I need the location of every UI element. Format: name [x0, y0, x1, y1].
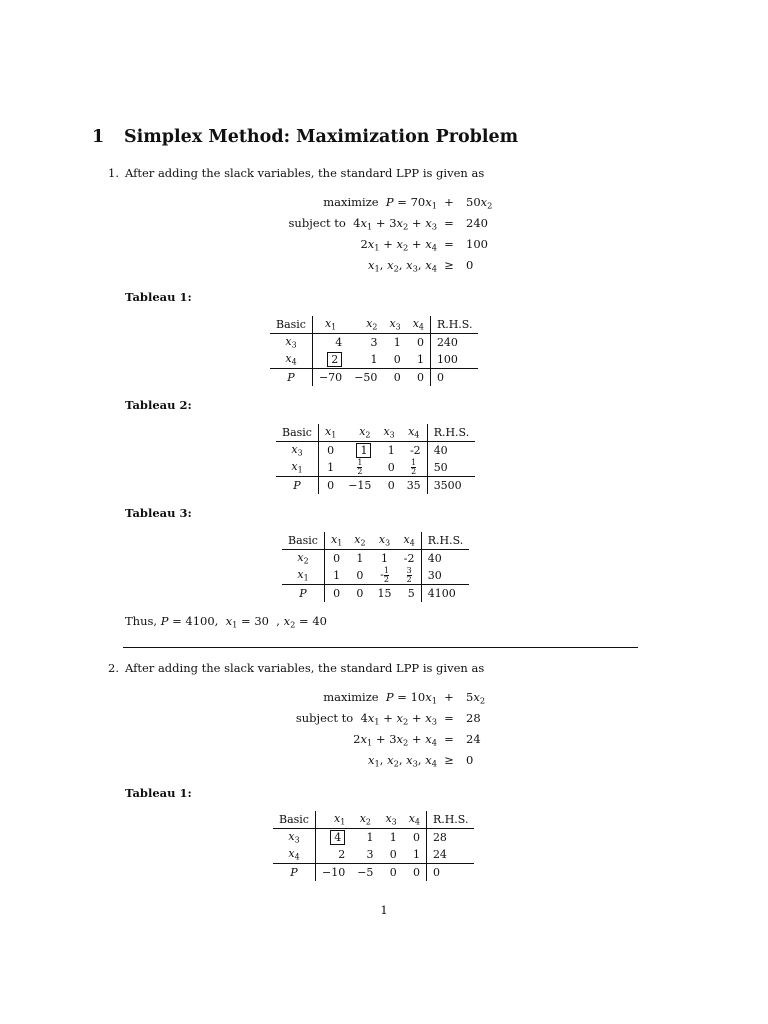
cell: 1: [387, 444, 395, 457]
cell: 0: [356, 587, 364, 600]
table-row: [282, 550, 469, 568]
cell: 3: [351, 846, 379, 864]
basic-var: $x_3$: [270, 334, 312, 352]
cell: 1: [318, 459, 342, 477]
cell: 24: [426, 846, 474, 864]
p2-tableau-1: [273, 811, 474, 881]
cell: 1: [407, 351, 431, 369]
constraint-1-lhs: subject to $4x_1 + x_2 + x_3$: [295, 711, 437, 727]
col-x1: $x_1$: [318, 424, 342, 442]
table-row: [276, 442, 475, 460]
cell: 0: [327, 479, 335, 492]
problem-1-intro: [108, 166, 485, 180]
pivot-element: 2: [327, 352, 342, 367]
cell: −70: [318, 371, 343, 384]
col-x2: $x_2$: [348, 532, 371, 550]
cell: 5: [397, 585, 421, 603]
col-x1: $x_1$: [312, 316, 348, 334]
table-row: [270, 334, 478, 352]
nonnegativity-lhs: $x_1$, $x_2$, $x_3$, $x_4$: [368, 258, 437, 274]
nonnegativity-lhs: $x_1$, $x_2$, $x_3$, $x_4$: [368, 753, 437, 769]
basic-var: P: [282, 585, 324, 603]
col-x4: $x_4$: [401, 424, 428, 442]
objective-operator: +: [444, 195, 454, 209]
cell: 3: [370, 336, 378, 349]
col-basic: Basic: [276, 424, 318, 442]
cell: 0: [387, 479, 395, 492]
objective-rhs: $50x_2$: [466, 195, 493, 211]
col-basic: Basic: [273, 811, 315, 829]
constraint-2-rhs: 24: [466, 732, 481, 746]
cell: 0: [348, 567, 371, 585]
col-basic: Basic: [270, 316, 312, 334]
col-basic: Basic: [282, 532, 324, 550]
cell: 0: [379, 846, 402, 864]
cell: 4100: [427, 587, 456, 600]
basic-var: $x_2$: [282, 550, 324, 568]
cell: 0: [403, 864, 427, 882]
p1-tableau-1-label: Tableau 1:: [125, 290, 192, 304]
col-x2: $x_2$: [348, 316, 383, 334]
cell: −15: [348, 479, 372, 492]
basic-var: $x_3$: [273, 829, 315, 847]
problem-2-intro-text: After adding the slack variables, the standard LPP is given as: [125, 661, 485, 675]
basic-var: P: [273, 864, 315, 882]
section-heading: [92, 127, 518, 147]
col-x4: $x_4$: [403, 811, 427, 829]
cell: 35: [401, 477, 428, 495]
fraction-neg-half: - $\frac{1}{2}$: [371, 567, 397, 585]
constraint-2-operator: =: [444, 237, 454, 251]
cell: 0: [393, 371, 401, 384]
table-row: [270, 369, 478, 387]
cell: 40: [433, 444, 448, 457]
basic-var: $x_4$: [270, 351, 312, 369]
cell: 0: [403, 829, 427, 847]
p2-tableau-1-label: Tableau 1:: [125, 786, 192, 800]
cell: −5: [357, 866, 374, 879]
pivot-cell: [315, 829, 351, 847]
cell: 1: [348, 351, 383, 369]
pivot-element: 1: [356, 443, 371, 458]
p1-tableau-3: [282, 532, 469, 602]
fraction-half: $\frac{1}{2}$: [401, 459, 428, 477]
objective-label: maximize $P = 10x_1$: [323, 690, 437, 706]
problem-2-lpp: [0, 690, 768, 780]
nonnegativity-rhs: 0: [466, 753, 474, 767]
cell: 240: [436, 336, 458, 349]
problem-1-lpp: [0, 195, 768, 285]
objective-rhs: $5x_2$: [466, 690, 486, 706]
table-row: [282, 585, 469, 603]
col-x1: $x_1$: [315, 811, 351, 829]
constraint-2-lhs: $2x_1 + 3x_2 + x_4$: [353, 732, 437, 748]
cell: 0: [333, 587, 341, 600]
p1-tableau-1: [270, 316, 478, 386]
constraint-2-lhs: $2x_1 + x_2 + x_4$: [360, 237, 437, 253]
cell: 0: [407, 369, 431, 387]
pivot-cell: [342, 442, 377, 460]
col-x1: $x_1$: [324, 532, 348, 550]
cell: 0: [436, 371, 444, 384]
col-x2: $x_2$: [342, 424, 377, 442]
cell: 1: [366, 831, 374, 844]
p1-tableau-3-label: Tableau 3:: [125, 506, 192, 520]
cell: 40: [427, 552, 442, 565]
problem-1-intro-text: After adding the slack variables, the standard LPP is given as: [125, 166, 485, 180]
col-x4: $x_4$: [407, 316, 431, 334]
cell: 0: [377, 459, 400, 477]
cell: -2: [401, 442, 428, 460]
cell: -2: [397, 550, 421, 568]
table-row: [273, 864, 474, 882]
cell: 0: [389, 866, 397, 879]
col-x3: $x_3$: [377, 424, 400, 442]
constraint-1-operator: =: [444, 711, 454, 725]
table-row: [276, 459, 475, 477]
table-row: [270, 351, 478, 369]
table-row: [273, 829, 474, 847]
constraint-1-rhs: 240: [466, 216, 488, 230]
cell: 1: [356, 552, 364, 565]
constraint-2-operator: =: [444, 732, 454, 746]
cell: 1: [403, 846, 427, 864]
cell: 1: [389, 831, 397, 844]
col-x3: $x_3$: [371, 532, 397, 550]
page-number: 1: [380, 903, 388, 917]
col-rhs: R.H.S.: [427, 424, 475, 442]
cell: 30: [421, 567, 469, 585]
table-row: [273, 846, 474, 864]
fraction-half: $\frac{1}{2}$: [342, 459, 377, 477]
problem-2-index: 2.: [108, 661, 119, 675]
cell: 1: [324, 567, 348, 585]
cell: 1: [380, 552, 388, 565]
nonnegativity-rhs: 0: [466, 258, 474, 272]
basic-var: $x_1$: [276, 459, 318, 477]
nonnegativity-operator: ≥: [444, 258, 454, 272]
section-title: Simplex Method: Maximization Problem: [124, 127, 519, 147]
basic-var: P: [270, 369, 312, 387]
col-x2: $x_2$: [351, 811, 379, 829]
cell: 0: [432, 866, 440, 879]
cell: 1: [393, 336, 401, 349]
table-row: [282, 567, 469, 585]
basic-var: $x_1$: [282, 567, 324, 585]
table-row: [276, 477, 475, 495]
fraction-three-halves: $\frac{3}{2}$: [397, 567, 421, 585]
cell: 2: [315, 846, 351, 864]
pivot-element: 4: [330, 830, 345, 845]
cell: 15: [377, 587, 392, 600]
cell: 4: [335, 336, 343, 349]
cell: 50: [427, 459, 475, 477]
col-x3: $x_3$: [383, 316, 406, 334]
p1-tableau-2-label: Tableau 2:: [125, 398, 192, 412]
constraint-1-lhs: subject to $4x_1 + 3x_2 + x_3$: [288, 216, 437, 232]
col-rhs: R.H.S.: [421, 532, 469, 550]
cell: 0: [383, 351, 406, 369]
objective-label: maximize $P = 70x_1$: [323, 195, 437, 211]
cell: −10: [322, 866, 346, 879]
cell: 100: [430, 351, 478, 369]
basic-var: $x_4$: [273, 846, 315, 864]
cell: 0: [407, 334, 431, 352]
cell: 0: [327, 444, 335, 457]
constraint-2-rhs: 100: [466, 237, 488, 251]
cell: 0: [333, 552, 341, 565]
objective-operator: +: [444, 690, 454, 704]
problem-1-index: 1.: [108, 166, 119, 180]
p1-tableau-2: [276, 424, 475, 494]
cell: 3500: [433, 479, 462, 492]
section-number: 1: [92, 127, 105, 147]
col-x4: $x_4$: [397, 532, 421, 550]
nonnegativity-operator: ≥: [444, 753, 454, 767]
problem-2-intro: [108, 661, 485, 675]
basic-var: P: [276, 477, 318, 495]
problem-1-conclusion: Thus, P = 4100, $x_1 = 30$ , $x_2 = 40$: [125, 614, 327, 630]
section-divider: [123, 647, 638, 648]
cell: 28: [432, 831, 447, 844]
constraint-1-rhs: 28: [466, 711, 481, 725]
col-rhs: R.H.S.: [426, 811, 474, 829]
basic-var: $x_3$: [276, 442, 318, 460]
pivot-cell: [312, 351, 348, 369]
constraint-1-operator: =: [444, 216, 454, 230]
col-x3: $x_3$: [379, 811, 402, 829]
col-rhs: R.H.S.: [430, 316, 478, 334]
cell: −50: [354, 371, 378, 384]
